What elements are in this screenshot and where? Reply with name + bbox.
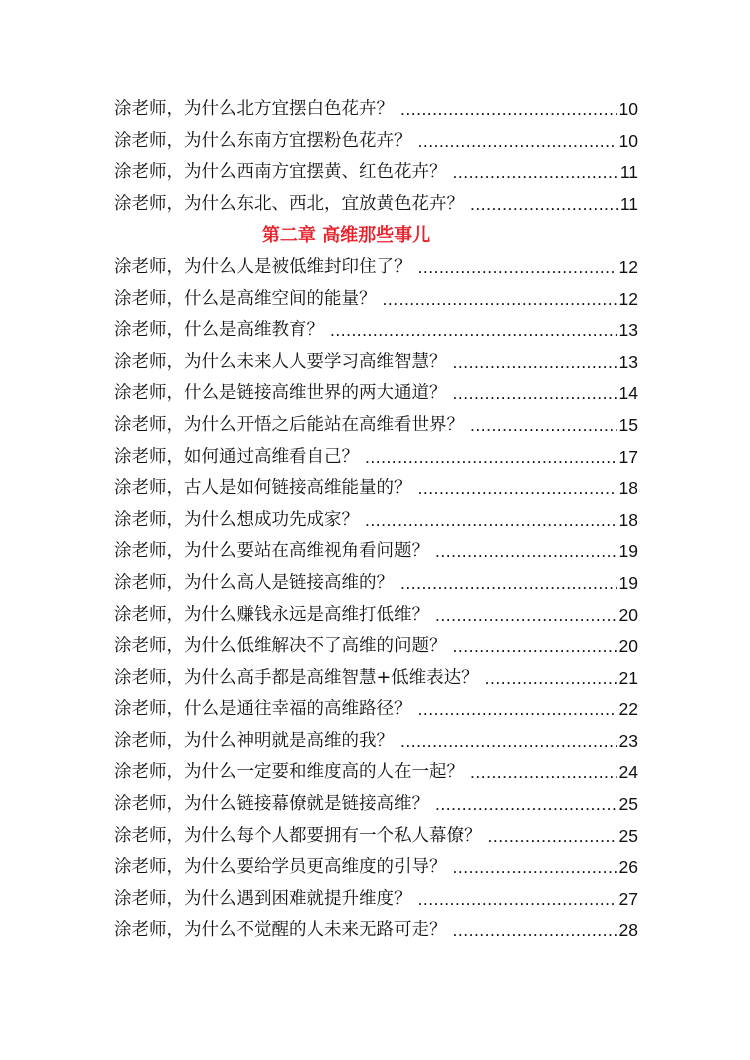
toc-entry-title: 涂老师，什么是链接高维世界的两大通道？ [114,383,447,404]
toc-entry-title: 涂老师，为什么要给学员更高维度的引导？ [114,857,447,878]
toc-entry-page-number: 21 [618,667,638,688]
toc-section-after [114,252,638,947]
toc-entry-title: 涂老师，什么是高维教育？ [114,320,324,341]
dot-leader [400,726,617,758]
toc-entry-page-number: 11 [619,162,638,183]
toc-entry-page-number: 19 [618,541,638,562]
dot-leader [418,473,617,505]
toc-entry-title: 涂老师，为什么想成功先成家？ [114,509,359,530]
toc-entry-title: 涂老师，古人是如何链接高维能量的？ [114,478,412,499]
dot-leader [470,189,618,221]
toc-entry-page-number: 12 [618,256,638,277]
toc-entry-page-number: 14 [618,383,638,404]
toc-entry-title: 涂老师，为什么要站在高维视角看问题？ [114,541,429,562]
toc-entry[interactable] [114,126,638,158]
toc-entry[interactable] [114,94,638,126]
dot-leader [453,347,617,379]
toc-entry-page-number: 25 [618,794,638,815]
toc-entry-title: 涂老师，为什么北方宜摆白色花卉？ [114,99,394,119]
dot-leader [435,536,617,568]
toc-entry-page-number: 22 [618,699,638,720]
toc-entry-page-number: 10 [618,99,638,119]
dot-leader [400,94,617,126]
toc-entry-page-number: 20 [618,604,638,625]
toc-entry-page-number: 18 [618,478,638,499]
toc-entry-title: 涂老师，为什么未来人人要学习高维智慧？ [114,351,447,372]
dot-leader [418,694,617,726]
toc-entry-title: 涂老师，为什么开悟之后能站在高维看世界？ [114,414,464,435]
toc-entry-page-number: 18 [618,509,638,530]
toc-entry-title: 涂老师，为什么链接幕僚就是链接高维？ [114,794,429,815]
toc-entry-title: 涂老师，为什么西南方宜摆黄、红色花卉？ [114,162,447,183]
toc-entry[interactable] [114,821,638,853]
toc-entry-page-number: 26 [618,857,638,878]
dot-leader [453,157,618,189]
toc-entry-title: 涂老师，如何通过高维看自己？ [114,446,359,467]
dot-leader [470,757,617,789]
toc-entry-page-number: 20 [618,636,638,657]
toc-entry[interactable] [114,884,638,916]
toc-entry-page-number: 12 [618,288,638,309]
toc-entry[interactable] [114,347,638,379]
toc-entry-title: 涂老师，为什么遇到困难就提升维度？ [114,888,412,909]
dot-leader [418,252,617,284]
toc-entry-page-number: 11 [619,193,638,214]
dot-leader [365,505,617,537]
toc-entry-title: 涂老师，为什么神明就是高维的我？ [114,730,394,751]
toc-entry[interactable] [114,600,638,632]
toc-entry-page-number: 23 [618,730,638,751]
toc-entry-page-number: 27 [618,888,638,909]
dot-leader [485,663,617,695]
toc-entry-title: 涂老师，为什么高人是链接高维的？ [114,572,394,593]
toc-entry[interactable] [114,189,638,221]
toc-entry-title: 涂老师，为什么东南方宜摆粉色花卉？ [114,130,412,151]
toc-entry-title: 涂老师，什么是高维空间的能量？ [114,288,377,309]
toc-entry-page-number: 24 [618,762,638,783]
dot-leader [435,600,617,632]
toc-entry-title: 涂老师，为什么低维解决不了高维的问题？ [114,636,447,657]
toc-entry[interactable] [114,473,638,505]
toc-entry[interactable] [114,252,638,284]
toc-entry-page-number: 15 [618,414,638,435]
toc-entry[interactable] [114,852,638,884]
toc-entry[interactable] [114,442,638,474]
toc-section-before [114,94,638,220]
toc-entry-page-number: 13 [618,351,638,372]
toc-entry[interactable] [114,315,638,347]
toc-entry[interactable] [114,663,638,695]
toc-entry[interactable] [114,378,638,410]
table-of-contents [114,94,638,947]
toc-entry-title: 涂老师，为什么东北、西北，宜放黄色花卉？ [114,193,464,214]
toc-entry[interactable] [114,631,638,663]
toc-entry[interactable] [114,915,638,947]
dot-leader [453,631,617,663]
toc-entry-title: 涂老师，什么是通往幸福的高维路径？ [114,699,412,720]
toc-entry-title: 涂老师，为什么赚钱永远是高维打低维？ [114,604,429,625]
toc-entry[interactable] [114,536,638,568]
dot-leader [400,568,617,600]
toc-entry[interactable] [114,726,638,758]
chapter-heading: 第二章 高维那些事儿 [261,225,431,247]
toc-entry[interactable] [114,284,638,316]
dot-leader [470,410,617,442]
dot-leader [453,915,617,947]
dot-leader [453,852,617,884]
dot-leader [418,884,617,916]
dot-leader [435,789,617,821]
toc-entry-title: 涂老师，为什么高手都是高维智慧+低维表达？ [114,667,479,688]
toc-entry[interactable] [114,505,638,537]
dot-leader [418,126,617,158]
dot-leader [365,442,617,474]
toc-entry[interactable] [114,694,638,726]
toc-entry-title: 涂老师，为什么人是被低维封印住了？ [114,256,412,277]
dot-leader [330,315,617,347]
toc-entry-page-number: 17 [618,446,638,467]
toc-entry[interactable] [114,410,638,442]
toc-entry-page-number: 28 [618,920,638,941]
dot-leader [488,821,617,853]
toc-entry[interactable] [114,568,638,600]
toc-entry-page-number: 13 [618,320,638,341]
dot-leader [453,378,617,410]
toc-entry[interactable] [114,757,638,789]
toc-entry[interactable] [114,789,638,821]
toc-entry-title: 涂老师，为什么一定要和维度高的人在一起？ [114,762,464,783]
toc-entry-title: 涂老师，为什么不觉醒的人未来无路可走？ [114,920,447,941]
toc-entry-page-number: 19 [618,572,638,593]
toc-entry-title: 涂老师，为什么每个人都要拥有一个私人幕僚？ [114,825,482,846]
toc-entry-page-number: 10 [618,130,638,151]
dot-leader [383,284,617,316]
toc-entry[interactable] [114,157,638,189]
toc-entry-page-number: 25 [618,825,638,846]
